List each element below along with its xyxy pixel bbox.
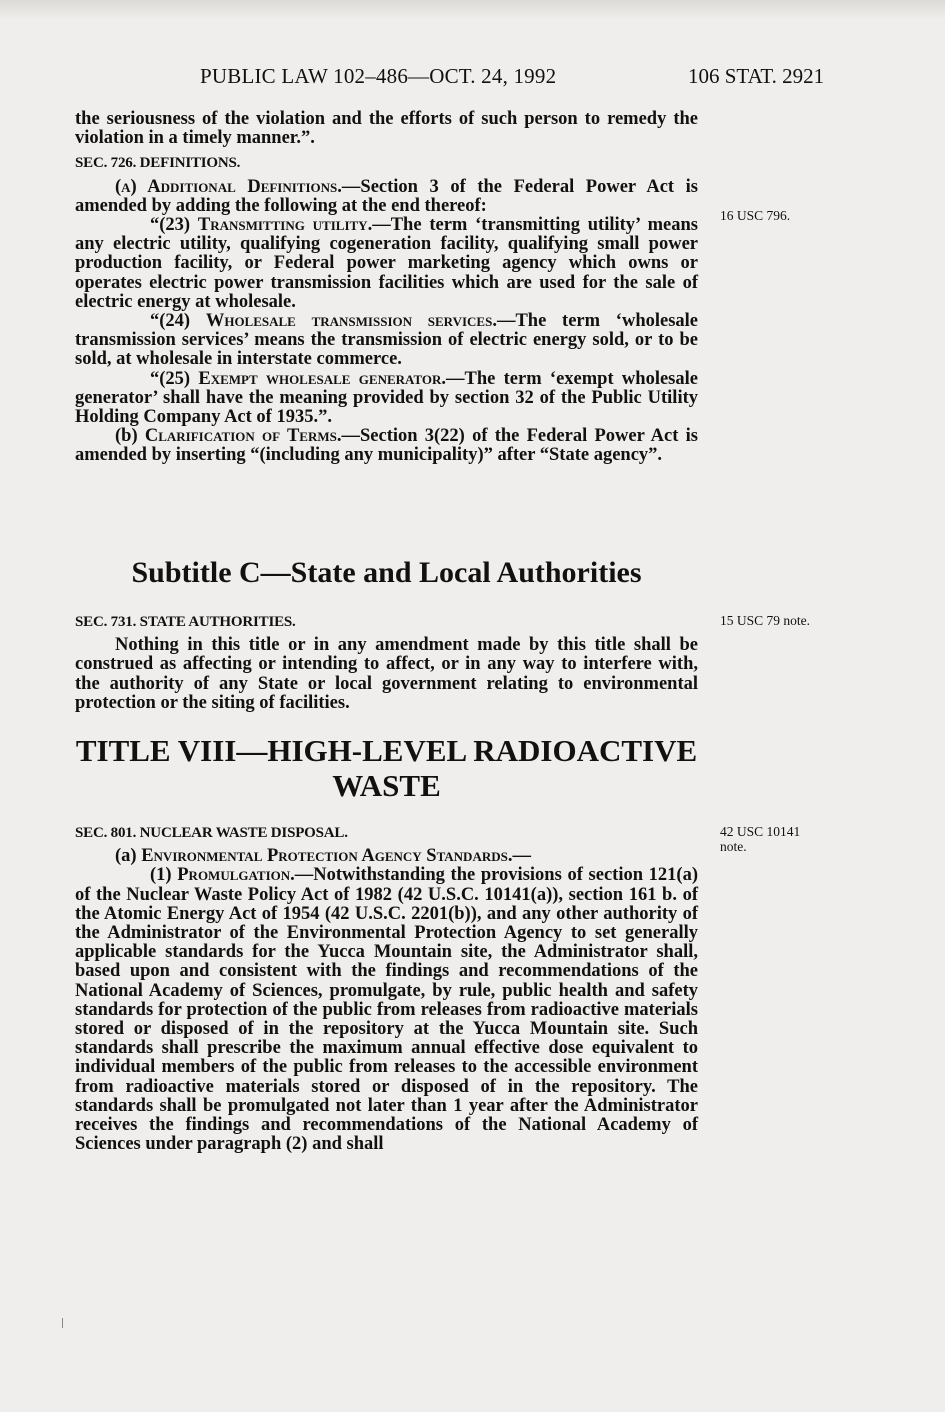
section-heading-801: SEC. 801. NUCLEAR WASTE DISPOSAL. [75,825,348,841]
page-edge-shadow [0,0,945,20]
subsection-a [75,178,698,216]
paragraph-1-number: (1) [150,865,178,886]
header-law-citation: PUBLIC LAW 102–486—OCT. 24, 1992 [200,64,557,88]
paragraph-24-number: “(24) [150,311,206,332]
margin-note-16-usc-796: 16 USC 796. [720,208,791,223]
paragraph-25 [75,370,698,428]
subsection-b-letter: (b) [115,426,145,447]
paragraph-23 [75,216,698,312]
subtitle-c-heading: Subtitle C—State and Local Authorities [131,556,642,589]
subsection-801-a [75,847,698,866]
section-731-text: Nothing in this title or in any amendment made by this title shall be construed as affecting or intending to affect, or in any way to interfere with, the authority of any State or local government relating to environmental protection or the siting of facilities. [75,635,698,713]
continued-paragraph: the seriousness of the violation and the efforts of such person to remedy the violation in a timely manner.”. [75,109,698,149]
paragraph-1-text: —Notwithstanding the provisions of section 121(a) of the Nuclear Waste Policy Act of 1982 (42 U.S.C. 10141(a)), section 161 b. of the Atomic Energy Act of 1954 (42 U.S.C. 2201(b)), and any other authority of the Administrator of the Environmental Protection Agency to set generally applicable standards for the Yucca Mountain site, the Administrator shall, based upon and consistent with the findings and recommendations of the National Academy of Sciences, promulgate, by rule, public health and safety standards for protection of the public from releases from radioactive materials stored or disposed of in the repository at the Yucca Mountain site. Such standards shall prescribe the maximum annual effective dose equivalent to individual members of the public from releases to the accessible environment from radioactive materials stored or disposed of in the repository. The standards shall be promulgated not later than 1 year after the Administrator receives the findings and recommendations of the National Academy of Sciences under paragraph (2) and shall [75,865,698,1155]
paragraph-23-text: —The term ‘transmitting utility’ means any electric utility, qualifying cogeneration facility, qualifying small power production facility, or Federal power marketing agency which owns or operates electric power transmission facilities which are used for the sale of electric energy at wholesale. [75,215,699,312]
section-heading-731: SEC. 731. STATE AUTHORITIES. [75,614,296,630]
paragraph-24 [75,312,698,370]
paragraph-24-heading: Wholesale transmission services. [205,311,497,332]
margin-note-15-usc-79: 15 USC 79 note. [720,613,811,628]
title-viii-heading: TITLE VIII—HIGH-LEVEL RADIOACTIVE WASTE [75,733,698,803]
paragraph-801-a-1 [75,866,698,1154]
paragraph-25-heading: Exempt wholesale generator. [198,368,446,389]
paragraph-23-number: “(23) [150,215,198,236]
paragraph-23-heading: Transmitting utility. [197,215,373,236]
subsection-b [75,427,698,465]
paragraph-25-text: —The term ‘exempt wholesale generator’ shall have the meaning provided by section 32 of the Public Utility Holding Company Act of 1935.”. [75,368,698,428]
subsection-a-heading: (a) Additional Definitions. [115,176,342,197]
section-heading-726: SEC. 726. DEFINITIONS. [75,155,241,172]
subsection-801-a-dash: — [512,846,531,867]
margin-note-42-usc-10141: 42 USC 10141 note. [720,824,801,854]
header-stat-page: 106 STAT. 2921 [688,64,825,88]
subsection-b-text: —Section 3(22) of the Federal Power Act is amended by inserting “(including any municipality)” after “State agency”. [75,426,698,466]
subsection-a-text: —Section 3 of the Federal Power Act is amended by adding the following at the end thereof: [75,176,698,216]
subsection-801-a-heading: Environmental Protection Agency Standards. [141,846,513,867]
subsection-b-heading: Clarification of Terms. [144,426,342,447]
scan-mark [62,1318,63,1328]
section-801-block [75,824,698,1154]
paragraph-1-heading: Promulgation. [177,865,295,886]
subsection-801-a-letter: (a) [115,846,142,867]
paragraph-24-text: —The term ‘wholesale transmission services’ means the transmission of electric energy sold, or to be sold, at wholesale in interstate commerce. [75,311,699,370]
section-726-block [75,110,698,466]
section-731-block [75,613,698,713]
running-header [0,64,945,90]
paragraph-25-number: “(25) [150,368,199,389]
